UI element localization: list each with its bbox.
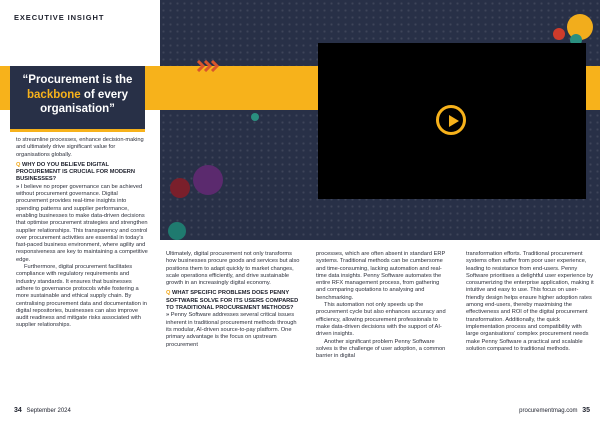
pull-quote-highlight: backbone [27, 88, 81, 101]
question-heading: Q WHAT SPECIFIC PROBLEMS DOES PENNY SOFTWARE SOLVE FOR ITS USERS COMPARED TO TRADITIONAL PROCUREMENT METHODS? [166, 290, 299, 312]
paragraph: to streamline processes, enhance decision-making and ultimately drive significant value for organisations globally. [16, 137, 144, 158]
decor-circle [553, 28, 565, 40]
article-column-1 [16, 137, 148, 330]
question-marker: Q [166, 290, 171, 297]
article-column-4 [466, 251, 594, 353]
article-column-3 [316, 251, 450, 360]
paragraph: Ultimately, digital procurement not only transforms how businesses procure goods and services but also positions them to adapt quickly to market changes, scale operations efficiently, and drive sustainable growth in an increasingly digital economy. [166, 251, 300, 287]
paragraph: Furthermore, digital procurement facilitates compliance with regulatory requirements and industry standards. It ensures that businesses adhere to governance protocols while fostering a more sustainable and ethical supply chain. By centralising procurement data and documentation in digital repositories, businesses can also improve audit readiness and mitigate risks associated with supplier relationships. [16, 264, 147, 329]
footer-right [519, 407, 590, 414]
decor-circle [193, 165, 223, 195]
answer-paragraph: » I believe no proper governance can be achieved without procurement governance. Digital procurement provides real-time insights into spending patterns and supplier performance, enabling businesses to make data-driven decisions that optimise procurement strategies and strengthen supplier relationships. This transparency and control over procurement activities are essential in today’s fast-paced business environment, where agility and responsiveness are key to maintaining a competitive edge. [16, 183, 148, 263]
pull-quote [10, 66, 145, 132]
site-url[interactable]: procurementmag.com [519, 408, 578, 414]
section-label: EXECUTIVE INSIGHT [14, 13, 105, 22]
pull-quote-line3: organisation” [40, 103, 115, 115]
answer-marker: » [16, 183, 20, 190]
chevrons-icon [196, 60, 220, 72]
video-player[interactable] [318, 43, 586, 199]
footer-left [14, 407, 71, 414]
pull-quote-line1: “Procurement is the [22, 74, 133, 86]
question-marker: Q [16, 161, 21, 168]
answer-marker: » [166, 312, 170, 319]
play-icon [447, 114, 461, 128]
article-column-2 [166, 251, 300, 349]
page-number: 35 [582, 407, 590, 414]
issue-date: September 2024 [26, 408, 71, 414]
decor-circle [251, 113, 259, 121]
play-button[interactable] [436, 105, 466, 135]
decor-circle [170, 178, 190, 198]
question-heading: Q WHY DO YOU BELIEVE DIGITAL PROCUREMENT IS CRUCIAL FOR MODERN BUSINESSES? [16, 161, 136, 183]
answer-paragraph: » Penny Software addresses several critical issues inherent in traditional procurement methods through its modular, AI-driven source-to-pay platform. One primary advantage is the focus on upstream procurement [166, 312, 297, 348]
paragraph: Another significant problem Penny Software solves is the challenge of user adoption, a common barrier in digital [316, 338, 446, 360]
pull-quote-line2: of every [80, 88, 128, 101]
decor-circle [168, 222, 186, 240]
paragraph: transformation efforts. Traditional procurement systems often suffer from poor user experience, leading to resistance from end-users. Penny Software prioritises a delightful user experience by consumerizing the enterprise application, making it intuitive and easy to use. This focus on user-friendly design helps ensure higher adoption rates among end-users, thereby maximising the effectiveness and ROI of the digital procurement transformation. Additionally, the quick implementation process and compatibility with large organisations’ complex procurement needs make Penny Software a practical and scalable solution compared to traditional methods. [466, 251, 594, 352]
paragraph: processes, which are often absent in standard ERP systems. Traditional methods can be cumbersome and time-consuming, lacking automation and real-time data insights. Penny Software automates the entire RFX management process, from gathering and comparing quotations to analysing and benchmarking. [316, 251, 446, 301]
page-number: 34 [14, 407, 22, 414]
paragraph: This automation not only speeds up the procurement cycle but also enhances accuracy and efficiency, allowing procurement professionals to make data-driven decisions with the support of AI-driven insights. [316, 302, 446, 338]
